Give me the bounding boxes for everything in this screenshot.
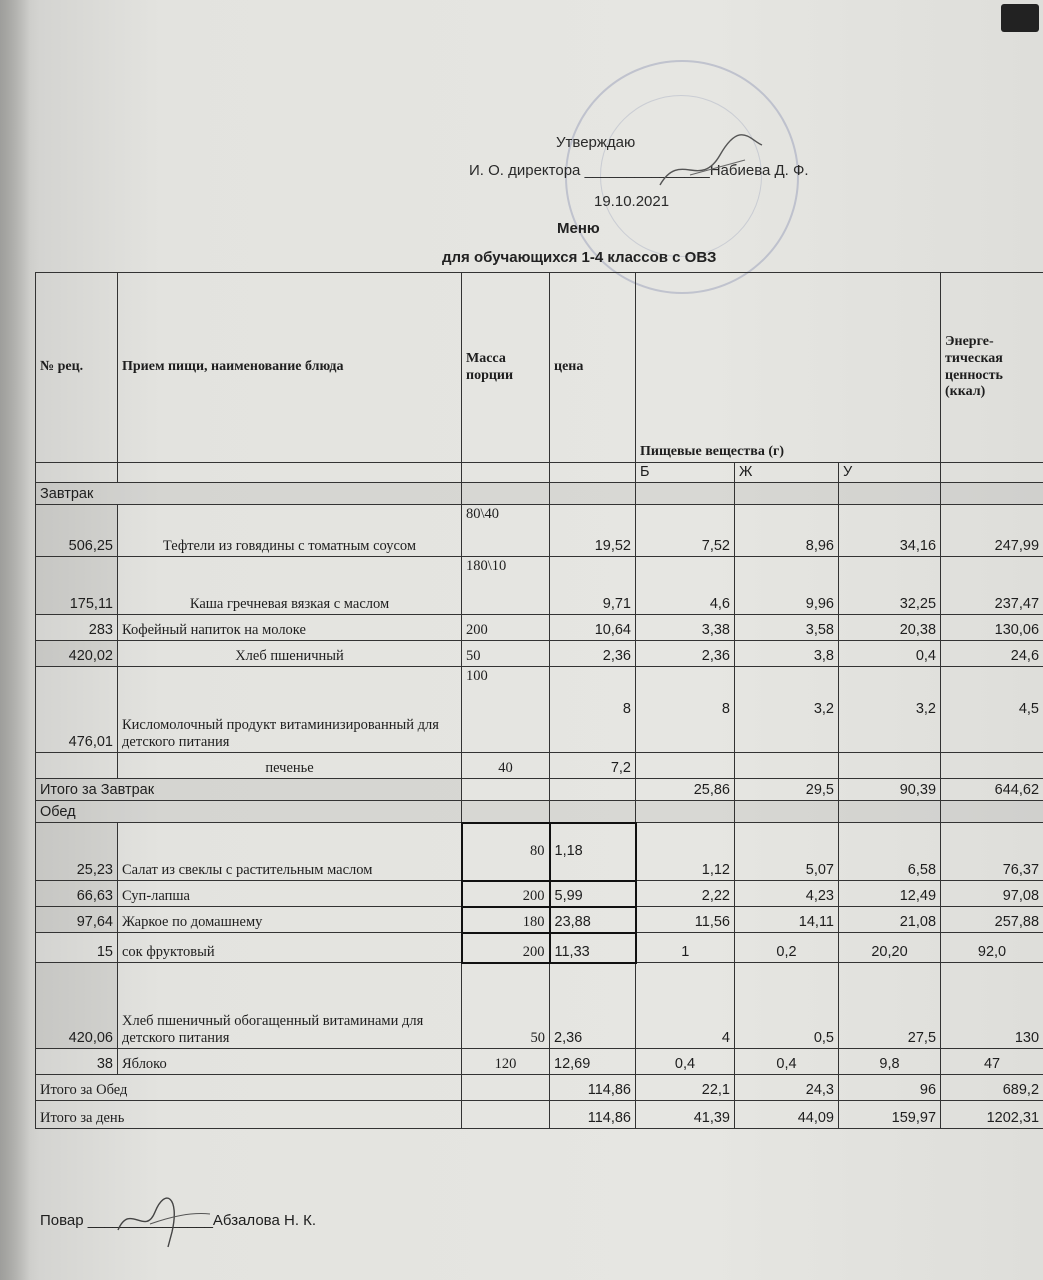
page-title: Меню	[557, 220, 600, 237]
section-breakfast	[36, 483, 1043, 505]
header-row	[36, 273, 1043, 463]
header-subrow	[36, 463, 1043, 483]
cook-signature-line: Повар _______________Абзалова Н. К.	[40, 1212, 317, 1229]
header-protein: Б	[636, 463, 735, 483]
scan-shadow	[0, 0, 30, 1280]
table-row: 38 Яблоко 120 12,69 0,4 0,4 9,8 47	[36, 1049, 1043, 1075]
header-price: цена	[550, 273, 636, 463]
lunch-total-row: Итого за Обед 114,86 22,1 24,3 96 689,2	[36, 1075, 1043, 1101]
approval-label: Утверждаю	[556, 134, 636, 151]
table-row: 175,11 Каша гречневая вязкая с маслом 180\10 9,71 4,6 9,96 32,25 237,47	[36, 557, 1043, 615]
table-row: 97,64 Жаркое по домашнему 180 23,88 11,56 14,11 21,08 257,88	[36, 907, 1043, 933]
table-row: 476,01 Кисломолочный продукт витаминизированный для детского питания 100 8 8 3,2 3,2 4,5	[36, 667, 1043, 753]
header-energy: Энерге-тическая ценность (ккал)	[941, 273, 1043, 463]
cook-name: Абзалова Н. К.	[212, 1212, 317, 1229]
table-row: 283 Кофейный напиток на молоке 200 10,64 3,38 3,58 20,38 130,06	[36, 615, 1043, 641]
header-mass: Масса порции	[462, 273, 550, 463]
breakfast-total-row: Итого за Завтрак 25,86 29,5 90,39 644,62	[36, 779, 1043, 801]
table-row: 15 сок фруктовый 200 11,33 1 0,2 20,20 92,0	[36, 933, 1043, 963]
header-carbs: У	[839, 463, 941, 483]
section-label: Завтрак	[36, 483, 462, 505]
director-signature-icon	[650, 130, 770, 200]
cook-signature-icon	[110, 1192, 220, 1252]
table-row: 25,23 Салат из свеклы с растительным маслом 80 1,18 1,12 5,07 6,58 76,37	[36, 823, 1043, 881]
table-row: 420,02 Хлеб пшеничный 50 2,36 2,36 3,8 0,4 24,6	[36, 641, 1043, 667]
approval-date: 19.10.2021	[594, 193, 670, 210]
day-total-row: Итого за день 114,86 41,39 44,09 159,97 1202,31	[36, 1101, 1043, 1129]
scan-corner-mark	[1001, 4, 1039, 32]
director-name: Набиева Д. Ф.	[709, 162, 809, 179]
header-fat: Ж	[735, 463, 839, 483]
approval-position: И. О. директора _______________Набиева Д. Ф.	[469, 162, 809, 179]
table-row: печенье 40 7,2	[36, 753, 1043, 779]
section-lunch	[36, 801, 1043, 823]
table-row: 506,25 Тефтели из говядины с томатным соусом 80\40 19,52 7,52 8,96 34,16 247,99	[36, 505, 1043, 557]
table-row: 420,06 Хлеб пшеничный обогащенный витаминами для детского питания 50 2,36 4 0,5 27,5 130	[36, 963, 1043, 1049]
header-recipe-no: № рец.	[36, 273, 118, 463]
page-subtitle: для обучающихся 1-4 классов с ОВЗ	[442, 249, 717, 266]
menu-table	[35, 272, 1043, 1129]
header-nutrients: Пищевые вещества (г)	[636, 273, 941, 463]
section-label: Обед	[36, 801, 462, 823]
cook-label: Повар	[40, 1212, 84, 1229]
header-meal-name: Прием пищи, наименование блюда	[118, 273, 462, 463]
table-row: 66,63 Суп-лапша 200 5,99 2,22 4,23 12,49 97,08	[36, 881, 1043, 907]
